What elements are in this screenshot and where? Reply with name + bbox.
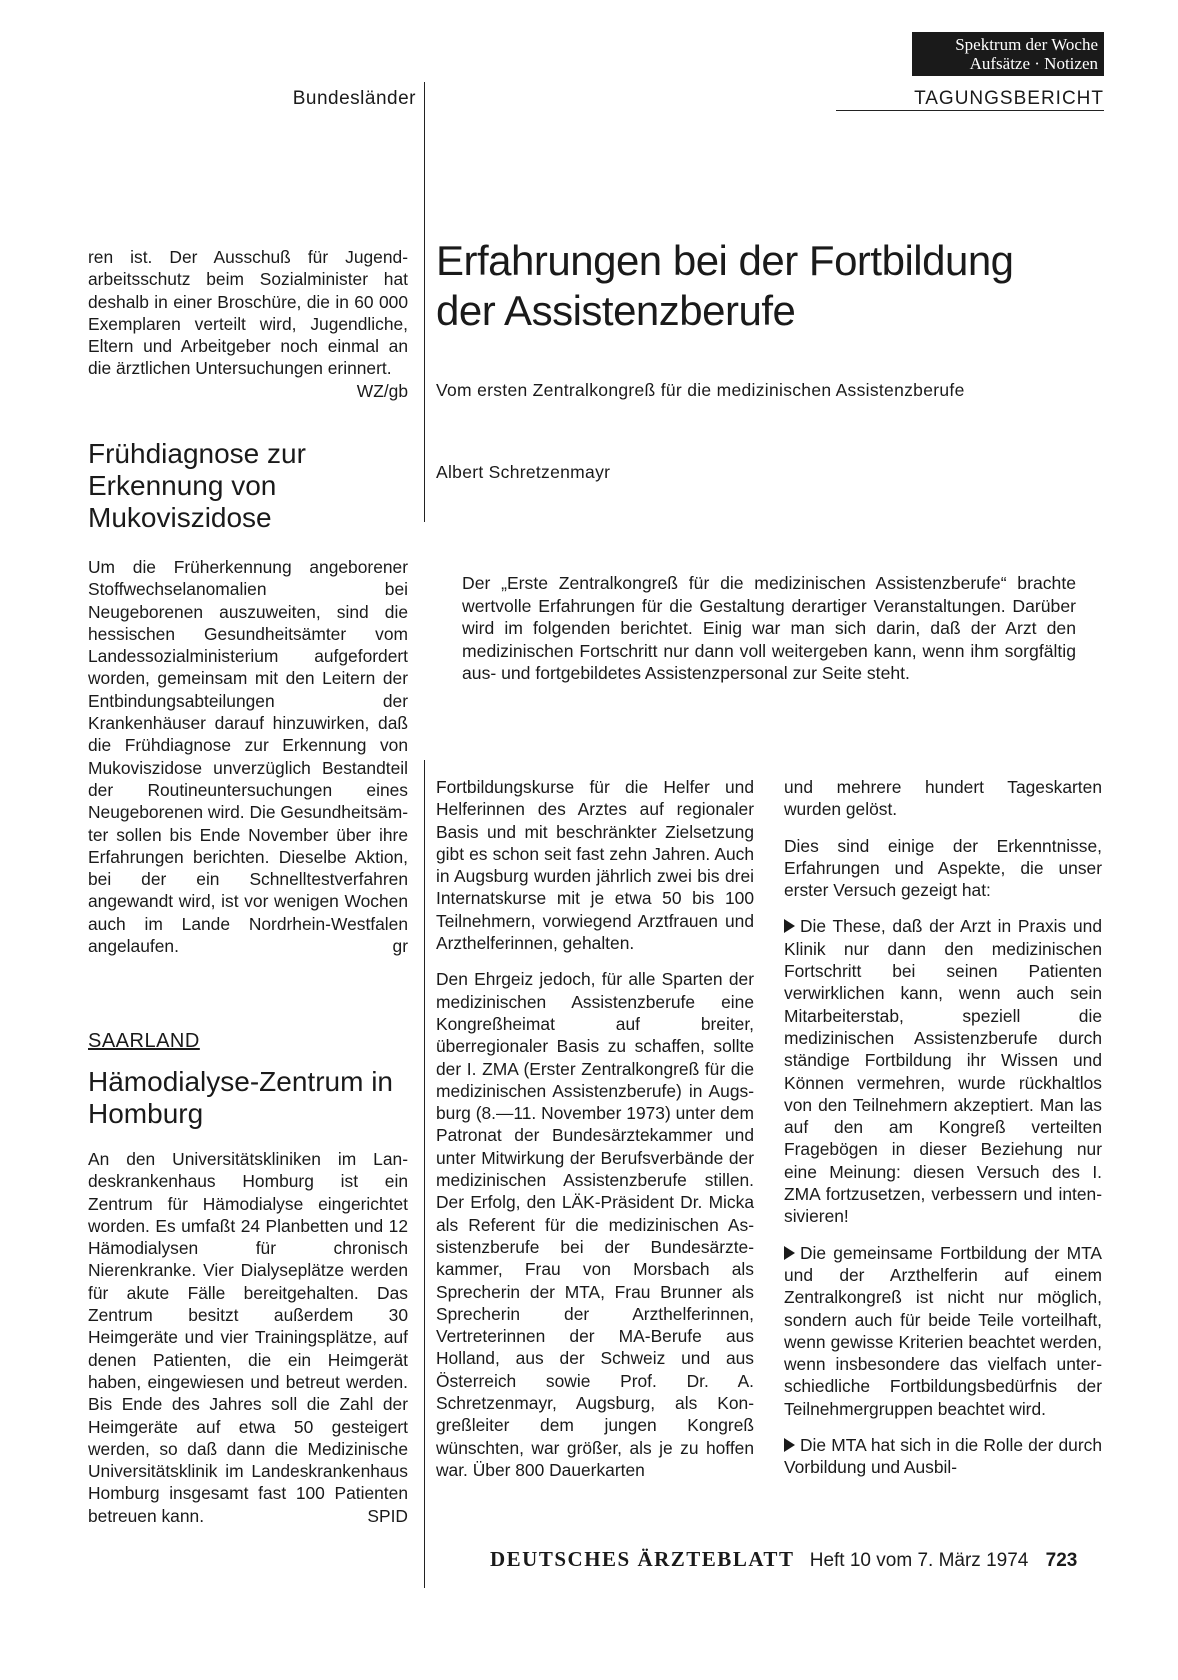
brand-box <box>912 32 1104 76</box>
col1-paragraph-1: Fortbildungskurse für die Helfer und Helferinnen des Arztes auf regionaler Basis und mit beschränkter Zielsetzung gibt es schon seit fast zehn Jahren. Auch in Augsburg wurden jährlich zwei bis drei Internatskurse mit je etwa 50 bis 100 Teilnehmern, vorwiegend Arztfrauen und Arzthelferinnen, gehalten. <box>436 777 754 954</box>
article-author: Albert Schretzenmayr <box>436 462 611 482</box>
intro-text: ren ist. Der Ausschuß für Jugendarbeitsschutz beim Sozialminister hat deshalb in einer Broschüre, die in 60 000 Exemplaren verteilt wird, Jugendliche, Eltern und Arbeitgeber noch einmal an die ärztlichen Untersuchungen erinnert. <box>88 247 408 379</box>
article-title <box>436 236 1116 336</box>
col2-bullet-1 <box>784 915 1102 1227</box>
left-column <box>88 246 408 402</box>
intro-paragraph <box>88 246 408 401</box>
intro-signature: WZ/gb <box>356 380 408 401</box>
col2-bullet-2 <box>784 1242 1102 1420</box>
article1-text: Um die Früherkennung angeborener Stoffwechselanomalien bei Neugeborenen auszuweiten, sind die hessischen Gesundheitsämter vom Landessozialministerium aufgefordert worden, gemeinsam mit den Leitern der Entbindungsabteilungen der Krankenhäuser darauf hinzuwirken, daß die Frühdiagnose zur Erkennung von Mukoviszidose unverzüglich Bestandteil der Routineuntersuchungen eines Neugeborenen wird. Die Gesundheitsämter sollen bis Ende November über ihre Erfahrungen berichten. Dieselbe Aktion, bei der ein Schnelltestverfahren angewandt wird, ist vor wenigen Wochen auch im Lande Nordrhein-Westfalen angelaufen. <box>88 557 408 957</box>
title-line-1: Erfahrungen bei der Fortbildung <box>436 237 1014 284</box>
main-column-2 <box>784 776 1102 1493</box>
article2-body <box>88 1148 408 1527</box>
triangle-bullet-icon <box>784 1246 795 1260</box>
column-divider-top <box>424 82 425 522</box>
page-footer <box>490 1547 1077 1572</box>
col2-bullet-3 <box>784 1434 1102 1479</box>
article1-body <box>88 556 408 957</box>
region-label: SAARLAND <box>88 1030 200 1052</box>
col2-paragraph-1: und mehrere hundert Tageskarten wurden gelöst. <box>784 777 1102 820</box>
col2-paragraph-2: Dies sind einige der Erkenntnisse, Erfahrungen und Aspekte, die unser erster Versuch gezeigt hat: <box>784 835 1102 901</box>
article2-text: An den Universitätskliniken im Landeskrankenhaus Homburg ist ein Zentrum für Hämodialyse eingerichtet worden. Es umfaßt 24 Planbetten und 12 Hämodialysen für chronisch Nierenkranke. Vier Dialyseplätze werden für akute Fälle bereitgehalten. Das Zentrum besitzt außerdem 30 Heimgeräte und vier Trainingsplätze, auf denen Patienten, die ein Heimgerät haben, eingewiesen und betreut werden. Bis Ende des Jahres soll die Zahl der Heimgeräte auf etwa 50 gesteigert werden, so daß dann die Medizinische Universitätsklinik im Landeskrankenhaus Homburg insgesamt fast 100 Patienten betreuen kann. <box>88 1149 408 1526</box>
article-subtitle: Vom ersten Zentralkongreß für die medizinischen Assistenzberufe <box>436 380 965 400</box>
section-label-left: Bundesländer <box>292 88 416 109</box>
article1-signature: gr <box>392 936 408 957</box>
title-line-2: der Assistenzberufe <box>436 287 796 334</box>
journal-name: DEUTSCHES ÄRZTEBLATT <box>490 1547 795 1571</box>
header-rule <box>836 110 1104 111</box>
column-divider-bottom <box>424 760 425 1588</box>
issue-info: Heft 10 vom 7. März 1974 <box>809 1550 1029 1571</box>
col2-bullet-2-text: Die gemeinsame Fortbildung der MTA und der Arzthelferin auf einem Zentralkongreß ist nicht nur möglich, sondern auch für beide Teile vorteilhaft, wenn gewisse Kriterien beachtet werden, wenn insbesondere das vielfach unterschiedliche Fortbildungsbedürfnis der Teilnehmergruppen beachtet wird. <box>784 1242 1102 1419</box>
article-lead: Der „Erste Zentralkongreß für die medizinischen Assistenzberufe“ brachte wertvolle Erfahrungen für die Gestaltung derartiger Veranstaltungen. Darüber wird im folgenden berichtet. Einig war man sich darin, daß der Arzt den medizinischen Fortschritt nur dann voll weitergeben kann, wenn ihm sorgfältig aus- und fortgebildetes Assistenzpersonal zur Seite steht. <box>462 573 1076 683</box>
article2-signature: SPID <box>367 1505 408 1526</box>
article1-heading: Frühdiagnose zur Erkennung von Mukoviszidose <box>88 438 306 533</box>
brand-line-2: Aufsätze · Notizen <box>969 54 1098 73</box>
triangle-bullet-icon <box>784 919 795 933</box>
page-number: 723 <box>1045 1550 1078 1571</box>
col2-bullet-1-text: Die These, daß der Arzt in Praxis und Klinik nur dann den medizinischen Fortschritt bei seinen Patienten verwirklichen kann, wenn auch sein Mitarbeiterstab, speziell die medizinischen Assistenzberufe durch ständige Fortbildung ihr Wissen und Können vermehren, wurde rückhaltlos von den Teilnehmern akzeptiert. Man las auf den am Kongreß verteilten Fragebögen in dieser Beziehung nur eine Meinung: diesen Versuch des I. ZMA fortzusetzen, verbessern und intensivieren! <box>784 916 1102 1227</box>
triangle-bullet-icon <box>784 1438 795 1452</box>
section-label-right: TAGUNGSBERICHT <box>914 88 1104 109</box>
brand-line-1: Spektrum der Woche <box>955 35 1098 54</box>
col2-bullet-3-text: Die MTA hat sich in die Rolle der durch Vorbildung und Ausbil- <box>784 1435 1102 1478</box>
article2-heading: Hämodialyse-Zentrum in Homburg <box>88 1066 393 1129</box>
col1-paragraph-2: Den Ehrgeiz jedoch, für alle Sparten der medizinischen Assistenzberufe eine Kongreßheimat auf breiter, überregionaler Basis zu schaffen, sollte der I. ZMA (Erster Zentralkongreß für die medizinischen Assistenzberufe) in Augsburg (8.—11. November 1973) unter dem Patronat der Bundesärztekammer und unter Mitwirkung der Berufsverbände der medizinischen Assistenzberufe stillen. Der Erfolg, den LÄK-Präsident Dr. Micka als Referent für die medizinischen Assistenzberufe bei der Bundesärztekammer, Frau von Morsbach als Sprecherin der MTA, Frau Brunner als Sprecherin der Arzthelferinnen, Vertreterinnen der MA-Berufe aus Holland, aus der Schweiz und aus Österreich sowie Prof. Dr. A. Schretzenmayr, Augsburg, als Kongreßleiter dem jungen Kongreß wünschten, war größer, als je zu hoffen war. Über 800 Dauerkarten <box>436 969 754 1480</box>
main-column-1 <box>436 776 754 1495</box>
